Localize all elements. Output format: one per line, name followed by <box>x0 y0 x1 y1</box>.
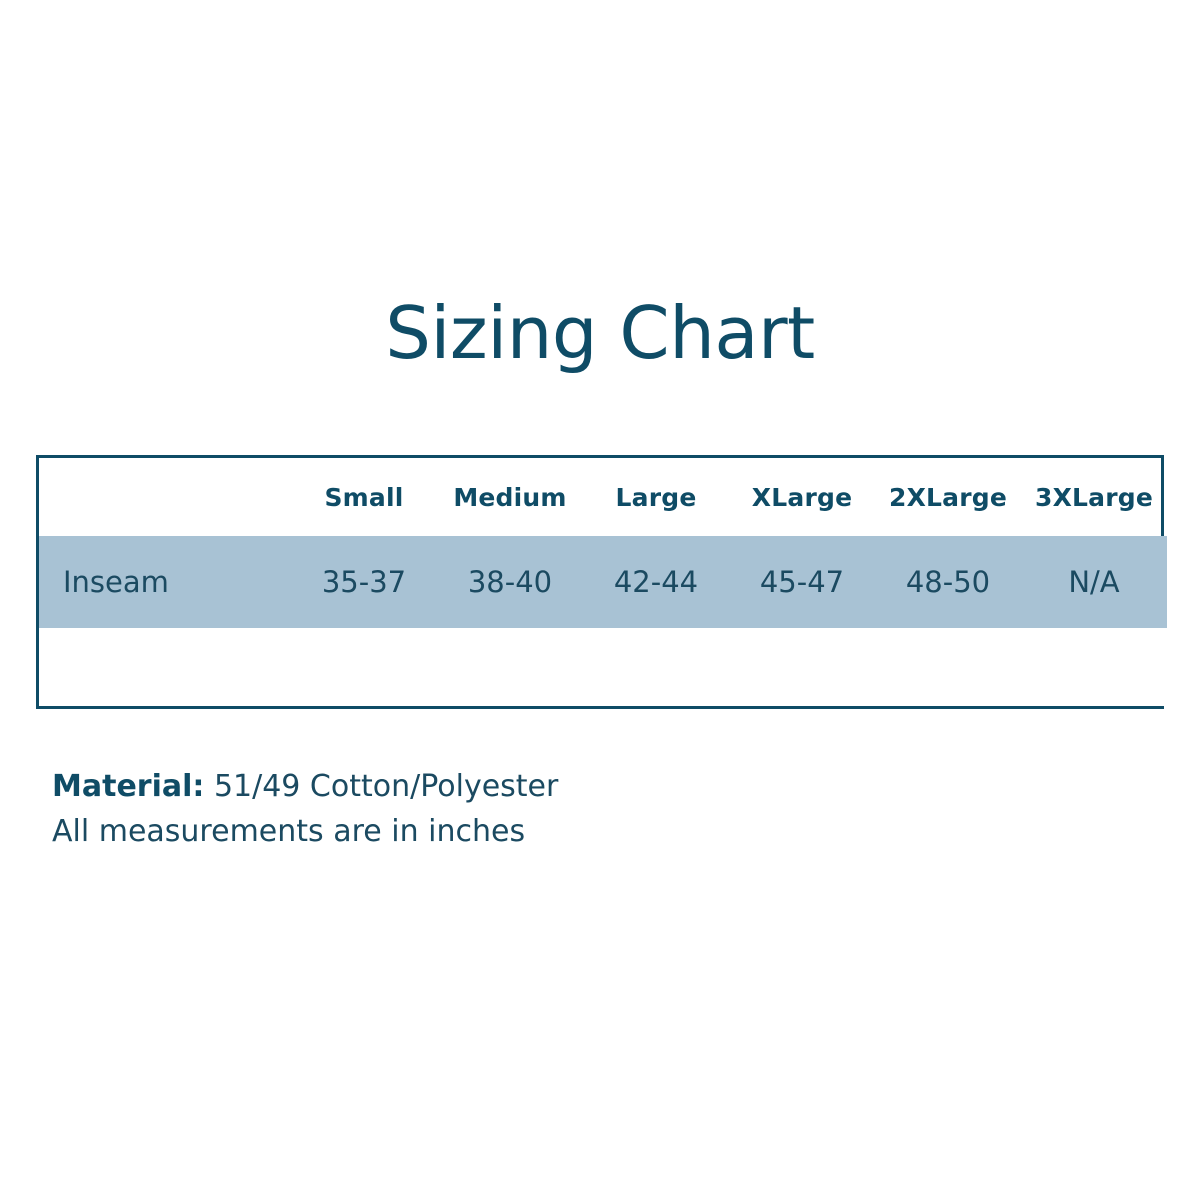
cell-inseam-large: 42-44 <box>613 565 699 599</box>
spacer-cell <box>39 628 291 706</box>
column-header-medium: Medium <box>453 482 567 512</box>
cell-inseam-3xlarge: N/A <box>1068 565 1120 599</box>
measurement-note: All measurements are in inches <box>52 814 526 849</box>
spacer-cell <box>875 628 1021 706</box>
column-header-2xlarge: 2XLarge <box>888 482 1008 512</box>
spacer-cell <box>1021 628 1167 706</box>
spacer-cell <box>437 628 583 706</box>
row-label-inseam: Inseam <box>63 565 169 599</box>
notes-section <box>52 764 1052 854</box>
sizing-table-container <box>36 455 1164 709</box>
material-label: Material: <box>52 769 205 804</box>
material-note <box>52 764 1052 809</box>
column-header-large: Large <box>615 482 697 512</box>
cell-inseam-xlarge: 45-47 <box>759 565 845 599</box>
column-header-blank <box>39 458 291 536</box>
material-value: 51/49 Cotton/Polyester <box>213 769 559 804</box>
sizing-table <box>39 458 1167 706</box>
spacer-cell <box>291 628 437 706</box>
spacer-cell <box>583 628 729 706</box>
table-spacer-row <box>39 628 1167 706</box>
table-row <box>39 536 1167 628</box>
page-title: Sizing Chart <box>385 291 815 375</box>
cell-inseam-medium: 38-40 <box>467 565 553 599</box>
column-header-xlarge: XLarge <box>751 482 853 512</box>
column-header-3xlarge: 3XLarge <box>1034 482 1154 512</box>
column-header-small: Small <box>324 482 404 512</box>
spacer-cell <box>729 628 875 706</box>
cell-inseam-small: 35-37 <box>321 565 407 599</box>
cell-inseam-2xlarge: 48-50 <box>905 565 991 599</box>
table-header-row <box>39 458 1167 536</box>
